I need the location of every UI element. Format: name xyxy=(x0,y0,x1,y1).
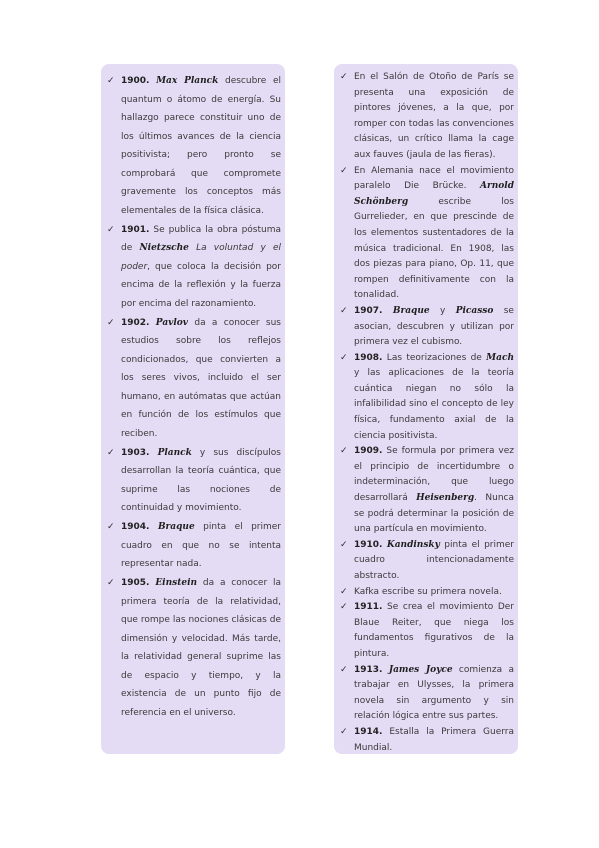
person-name: Heisenberg xyxy=(416,493,475,504)
entry-year: 1901. xyxy=(121,224,150,235)
timeline-entry xyxy=(339,164,514,304)
check-icon: ✓ xyxy=(340,586,348,597)
timeline-entry xyxy=(339,600,514,662)
right-timeline-list xyxy=(339,70,514,756)
entry-text: . Nunca se podrá determinar la posición de una partícula en movimiento. xyxy=(354,493,514,535)
entry-year: 1904. xyxy=(121,522,150,532)
entry-text: Se formula por primera vez el principio de incertidumbre o indeterminación, que luego desarrollará xyxy=(354,446,514,504)
entry-text: comienza a trabajar en Ulysses, la primera novela sin argumento y sin relación lógica entre sus partes. xyxy=(354,664,514,722)
entry-year: 1900. xyxy=(121,76,150,86)
entry-year: 1903. xyxy=(121,447,150,458)
entry-text: y sus discípulos desarrollan la teoría cuántica, que suprime las nociones de continuidad y movimiento. xyxy=(121,447,281,513)
person-name: Planck xyxy=(157,447,192,458)
timeline-entry xyxy=(339,70,514,164)
entry-text: En Alemania nace el movimiento paralelo Die Brücke. xyxy=(354,165,514,192)
person-name: Braque xyxy=(392,305,430,316)
entry-text: da a conocer la primera teoría de la relatividad, que rompe las nociones clásicas de dimensión y velocidad. Más tarde, la relatividad general suprime las de espacio y tiempo, y la existencia de un punto fijo de referencia en el universo. xyxy=(121,578,281,718)
entry-year: 1905. xyxy=(121,578,150,588)
check-icon: ✓ xyxy=(107,522,115,532)
check-icon: ✓ xyxy=(340,539,348,550)
check-icon: ✓ xyxy=(107,578,115,588)
right-timeline-card xyxy=(334,64,518,754)
person-name: Nietzsche xyxy=(139,243,189,253)
entry-text: Las teorizaciones de xyxy=(382,352,487,363)
timeline-entry xyxy=(106,314,281,444)
left-timeline-list xyxy=(106,72,281,722)
timeline-entry xyxy=(106,518,281,574)
person-name: Kandinsky xyxy=(386,539,440,550)
check-icon: ✓ xyxy=(340,352,348,363)
timeline-entry xyxy=(106,221,281,314)
timeline-entry xyxy=(339,304,514,351)
entry-year: 1913. xyxy=(354,664,383,675)
timeline-entry xyxy=(339,663,514,725)
entry-text: pinta el primer cuadro intencionadamente abstracto. xyxy=(354,539,514,581)
timeline-entry xyxy=(339,351,514,445)
entry-year: 1908. xyxy=(354,352,383,363)
timeline-entry xyxy=(339,538,514,585)
entry-year: 1914. xyxy=(354,726,383,737)
entry-text: se asocian, descubren y utilizan por primera vez el cubismo. xyxy=(354,305,514,348)
entry-text: descubre el quantum o átomo de energía. Su hallazgo parece constituir uno de los últimos avances de la ciencia positivista; pero pronto se comprobará que compromete gravemente los conceptos más elementales de la física clásica. xyxy=(121,76,281,216)
timeline-entry xyxy=(106,444,281,518)
entry-text: Estalla la Primera Guerra Mundial. xyxy=(354,726,514,753)
left-timeline-card xyxy=(101,64,285,754)
person-name: Max Planck xyxy=(156,76,219,86)
entry-text: y las aplicaciones de la teoría cuántica niegan no sólo la infalibilidad sino el concepto de ley física, fundamento axial de la ciencia positivista. xyxy=(354,368,514,441)
person-name: Einstein xyxy=(155,578,198,588)
entry-text: Se publica la obra póstuma de xyxy=(121,224,281,253)
entry-text: da a conocer sus estudios sobre los reflejos condicionados, que convierten a los seres vivos, incluido el ser humano, en autómatas que actúan en función de los estímulos que reciben. xyxy=(121,317,281,439)
entry-text: En el Salón de Otoño de París se presenta una exposición de pintores jóvenes, a la que, por romper con todas las convenciones clásicas, un crítico llama la cage aux fauves (jaula de las fieras). xyxy=(354,72,514,160)
entry-text: Se crea el movimiento Der Blaue Reiter, que niega los fundamentos figurativos de la pintura. xyxy=(354,602,514,659)
entry-year: 1909. xyxy=(354,446,383,457)
check-icon: ✓ xyxy=(107,76,115,86)
check-icon: ✓ xyxy=(107,317,115,328)
check-icon: ✓ xyxy=(107,224,115,235)
timeline-entry xyxy=(339,725,514,756)
check-icon: ✓ xyxy=(340,602,348,613)
entry-text: y xyxy=(429,305,456,316)
person-name: James Joyce xyxy=(388,664,453,675)
entry-text: , que coloca la decisión por encima de la reflexión y la fuerza por encima del razonamiento. xyxy=(121,261,281,309)
check-icon: ✓ xyxy=(340,726,348,737)
person-name: Pavlov xyxy=(155,317,189,328)
entry-text: pinta el primer cuadro en que no se intenta representar nada. xyxy=(121,522,281,569)
timeline-entry xyxy=(106,574,281,722)
work-title: La voluntad y el poder xyxy=(121,243,281,272)
entry-text: Kafka escribe su primera novela. xyxy=(354,586,502,597)
person-name: Arnold Schönberg xyxy=(354,181,514,207)
timeline-entry xyxy=(339,585,514,601)
timeline-entry xyxy=(339,444,514,538)
check-icon: ✓ xyxy=(340,446,348,457)
timeline-entry xyxy=(106,72,281,220)
person-name: Picasso xyxy=(455,305,494,316)
check-icon: ✓ xyxy=(107,447,115,458)
entry-year: 1902. xyxy=(121,317,150,328)
entry-year: 1907. xyxy=(354,305,383,316)
person-name: Mach xyxy=(486,352,514,363)
check-icon: ✓ xyxy=(340,305,348,316)
entry-text: escribe los Gurrelieder, en que prescinde de los elementos sustentadores de la música tradicional. En 1908, las dos piezas para piano, Op. 11, que rompen definitivamente con la tonalidad. xyxy=(354,196,514,301)
check-icon: ✓ xyxy=(340,664,348,675)
entry-year: 1911. xyxy=(354,602,383,613)
entry-year: 1910. xyxy=(354,539,383,550)
person-name: Braque xyxy=(157,522,195,532)
check-icon: ✓ xyxy=(340,72,348,82)
check-icon: ✓ xyxy=(340,165,348,176)
